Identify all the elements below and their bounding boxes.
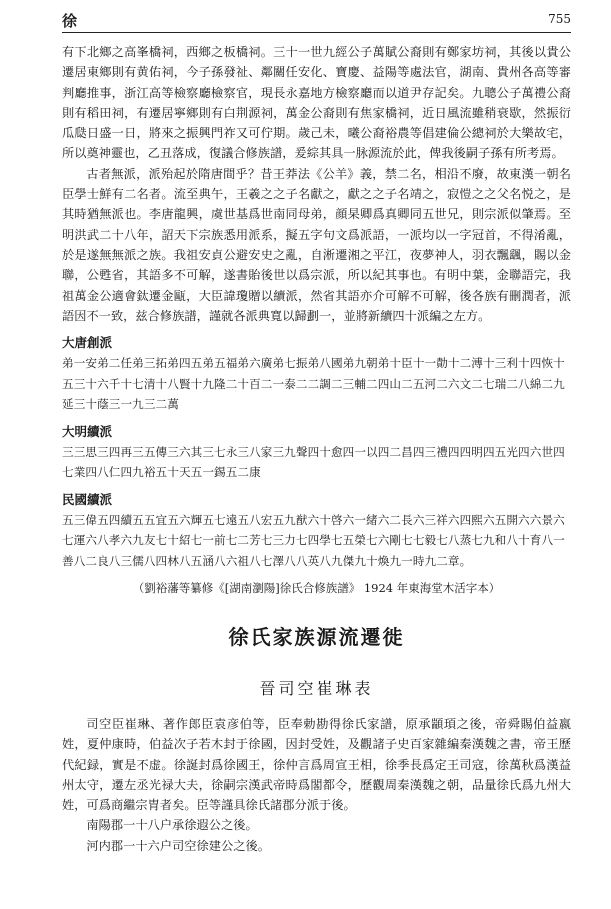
generation-heading-minguo: 民國續派 — [62, 491, 113, 507]
memorial-paragraph-1: 司空臣崔琳、著作郎臣袁彦伯等，臣奉勅勘得徐氏家譜，原承顓頊之後，帝舜賜伯益嬴姓，夏仲康時，伯益次子若木封于徐國，因封受姓，及觀諸子史百家雜編秦漢魏之書，帝王歷代紀録，實是不虚。徐誕封爲徐國王，徐仲言爲周宣王相，徐季長爲定王司寇，徐萬秋爲漢益州太守，遷左丞光禄大夫，徐嗣宗漢武帝時爲閣都令，歷觀周秦漢魏之朝，品量徐氏爲九州大姓，可爲商繼宗胄者矣。臣等謹具徐氏諸郡分派于後。 — [62, 717, 571, 813]
generation-heading-ming: 大明續派 — [62, 423, 113, 439]
main-text — [62, 42, 571, 571]
memorial-paragraph-3: 河内郡一十六户司空徐建公之後。 — [86, 838, 270, 853]
section-title: 徐氏家族源流遷徙 — [228, 625, 405, 649]
memorial-text — [62, 714, 571, 856]
page-number: 755 — [548, 12, 571, 26]
memorial-paragraph-2: 南陽郡一十八户承徐遐公之後。 — [86, 818, 258, 833]
generation-heading-tang: 大唐創派 — [62, 335, 113, 351]
paragraph-1: 有下北鄉之高峯橋祠，西鄉之板橋祠。三十一世九經公子萬賦公裔則有鄭家坊祠，其後以貴公遷居東鄉則有黄佑祠，今子孫發祉、鄰關任安化、寶慶、益陽等處法官，湖南、貴州各高等審判廳推事，浙江高等檢察廳檢察官，現長永嘉地方檢察廳而以道尹存記矣。九聰公子萬禮公裔則有稻田祠，有遷居寧鄉則有白荆源祠，萬金公裔則有焦家橋祠，近日風流雖稍衰歇，然振衍瓜瓞日盛一日，將來之振興門祚又可佇期。歲己未，曦公裔裕農等倡建倫公總祠於大樂故宅，所以奠神靈也，乙丑落成，復議合修族譜，爰綜其具一脉源流於此，俾我後嗣子孫有所考焉。 — [62, 45, 571, 161]
paragraph-2: 古者無派，派殆起於隋唐間乎？昔王莽法《公羊》義，禁二名，相沿不廢，故東漢一朝名臣學士鮮有二名者。流至典午，王羲之之子名獻之，獻之之子名靖之，寂愷之之父名悦之，是其時猶無派也。李唐龍興，虞世基爲世南同母弟，顔杲卿爲真卿同五世兄，則宗派似肇焉。至明洪武二十八年，詔天下宗族悉用派系，擬五字句文爲派語，一派均以一字冠首，不得淆亂，於是遂無無派之族。我祖安貞公避安史之亂，自淅遷湘之平江，夜夢神人，羽衣飄颻，賜以金聯，公甦省，其語多不可解，遂書貽後世以爲宗派，所以紀其事也。有明中葉，金聯語完，我祖萬金公適會鈦遷金甌，大臣諱瓊贈以續派，然省其語亦介可解不可解，後各族有刪潤者，派語因不一致，兹合修族譜，謹就各派典寬以歸劃一，並將新續四十派編之左方。 — [62, 166, 571, 323]
generation-list-minguo: 五三偉五四續五五宜五六輝五七遠五八宏五九猷六十啓六一緒六二長六三祥六四熙六五開六六景六七運六八孝六九友七十紹七一前七二芳七三力七四學七五榮七六剛七七毅七八蒸七九和八十育八一善八二良八三儒八四林八五涵八六祖八七澤八八英八九傑九十煥九一時九二章。 — [62, 512, 565, 568]
page-header — [62, 8, 571, 33]
memorial-byline: 晉司空崔琳表 — [259, 679, 374, 698]
generation-list-tang: 弟一安弟二任弟三拓弟四五弟五福弟六廣弟七振弟八國弟九朝弟十臣十一勣十二溥十三利十四恢十五三十六千十七清十八賢十九隆二十百二一泰二二調二三輔二四山二五河二六文二七瑞二八綿二九延三十蔭三一九三二萬 — [62, 356, 565, 412]
generation-list-ming: 三三思三四再三五傳三六其三七永三八家三九聲四十愈四一以四二昌四三禮四四明四五光四六世四七業四八仁四九裕五十天五一錫五二康 — [62, 444, 565, 480]
source-citation: （劉裕藩等纂修《[湖南瀏陽]徐氏合修族譜》 1924 年東海堂木活字本） — [132, 581, 501, 595]
running-head-surname: 徐 — [62, 12, 78, 30]
